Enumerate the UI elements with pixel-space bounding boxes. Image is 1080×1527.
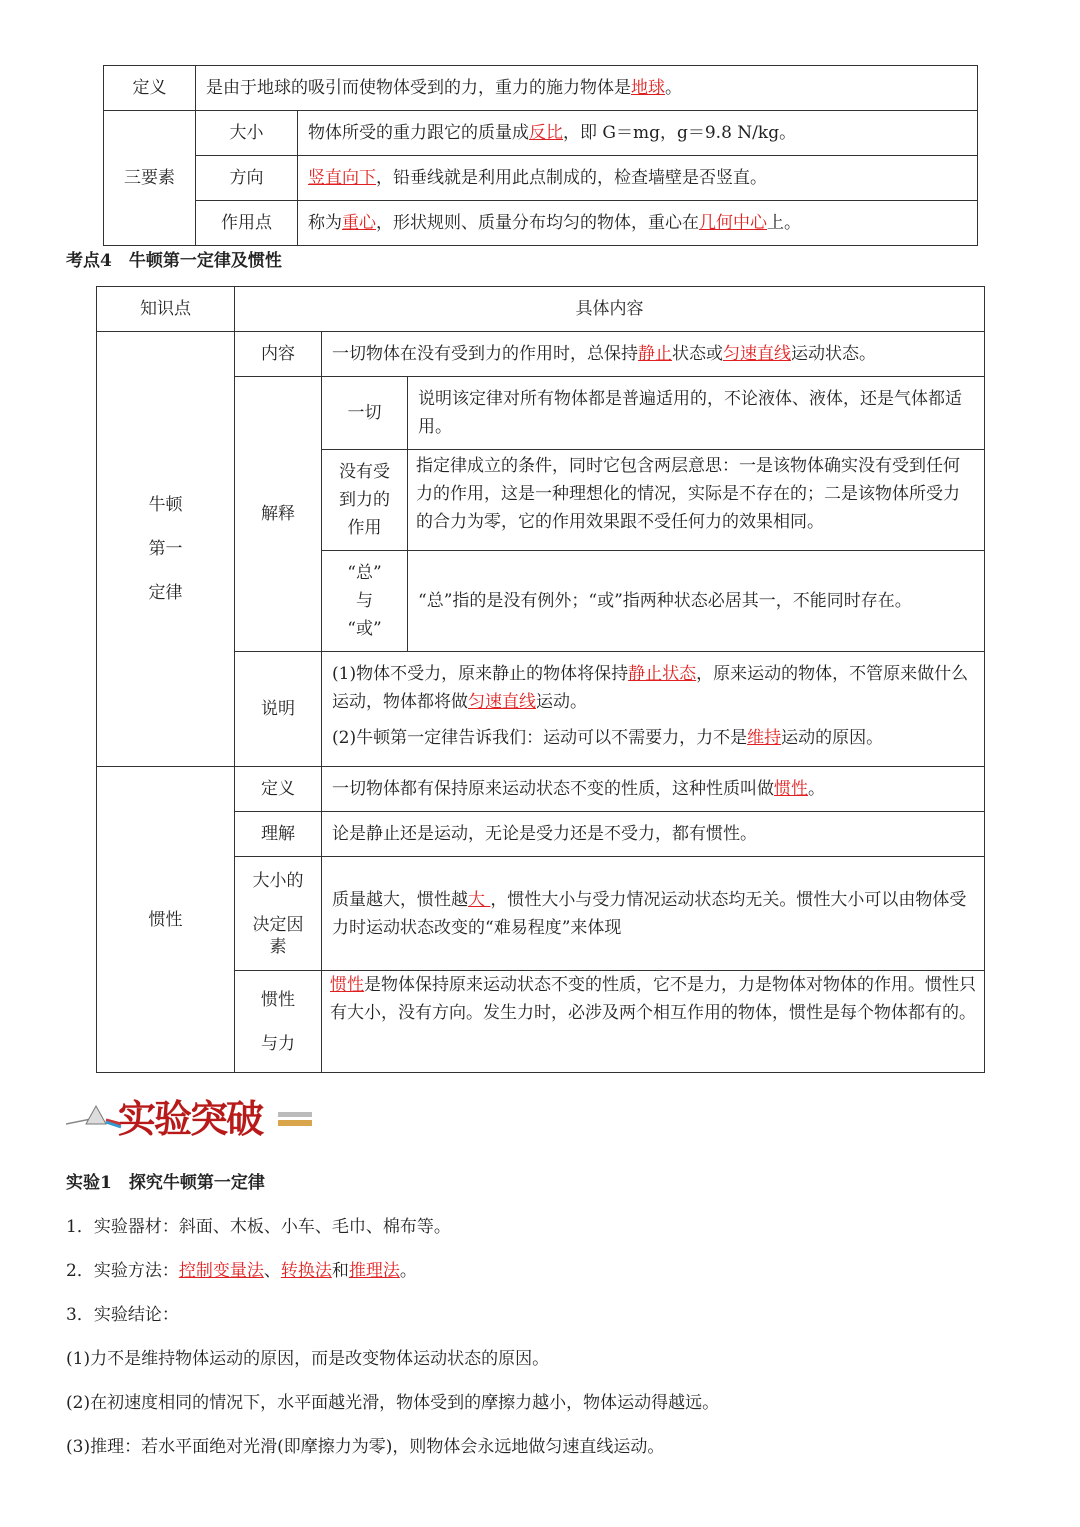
answer-blank: 转换法: [280, 1261, 332, 1281]
text-segment: 质量越大，惯性越: [332, 889, 468, 910]
answer-blank: 地球: [631, 78, 665, 98]
inertia-force-label: 惯性 与力: [235, 971, 322, 1073]
direction-label: 方向: [196, 156, 298, 201]
text-segment: (1)力不是维持物体运动的原因，而是改变物体运动状态的原因。: [66, 1349, 550, 1369]
text-segment: 上。: [767, 213, 801, 233]
text-segment: 。: [808, 779, 825, 799]
text-segment: 是由于地球的吸引而使物体受到的力，重力的施力物体是: [206, 78, 631, 98]
text-segment: 3．实验结论：: [66, 1305, 179, 1325]
text-segment: 运动的原因。: [781, 728, 884, 748]
exp-line-4: [66, 1344, 549, 1369]
zong-text: [408, 551, 985, 652]
zong-label: “总” 与 “或”: [322, 551, 408, 652]
header-knowledge: 知识点: [97, 287, 235, 332]
answer-blank: 惯性: [330, 975, 364, 995]
text-segment: 状态或: [672, 344, 723, 364]
text-segment: 论是静止还是运动，无论是受力还是不受力，都有惯性。: [332, 824, 757, 844]
size-label: 大小: [196, 111, 298, 156]
def-label: 定义: [104, 66, 196, 111]
point-text: [298, 201, 978, 246]
factor-label: 大小的 决定因 素: [235, 857, 322, 971]
all-label: 一切: [322, 377, 408, 450]
exp-line-1: [66, 1212, 451, 1237]
text-segment: ，铅垂线就是利用此点制成的，检查墙壁是否竖直。: [376, 168, 767, 188]
text-segment: ，惯性大小与受力情况运动状态均无关。惯性大小可以由物体受力时运动状态改变的“难易程度”来体现: [332, 889, 967, 938]
text-segment: 2．实验方法：: [66, 1261, 179, 1281]
answer-blank: 静止: [638, 344, 672, 364]
answer-blank: 反比: [529, 123, 563, 143]
text-segment: 是物体保持原来运动状态不变的性质，它不是力，力是物体对物体的作用。惯性只有大小，没有方向。发生力时，必涉及两个相互作用的物体，惯性是每个物体都有的。: [330, 975, 976, 1023]
experiment-breakthrough-logo: [66, 1078, 316, 1142]
note-label: 说明: [235, 652, 322, 767]
text-segment: (2)牛顿第一定律告诉我们：运动可以不需要力，力不是: [332, 728, 748, 748]
direction-text: [298, 156, 978, 201]
experiment-title: 实验1 探究牛顿第一定律: [66, 1173, 265, 1193]
size-text: [298, 111, 978, 156]
exp-line-2: [66, 1256, 417, 1281]
note-1: [332, 660, 974, 716]
text-segment: 指定律成立的条件，同时它包含两层意思：一是该物体确实没有受到任何力的作用，这是一种理想化的情况，实际是不存在的；二是该物体所受力的合力为零，它的作用效果跟不受任何力的效果相同。: [416, 456, 960, 532]
noforce-text: [408, 450, 985, 551]
def-text: [196, 66, 978, 111]
text-segment: 。: [399, 1261, 417, 1281]
understand-text: [322, 812, 985, 857]
three-elements-label: 三要素: [104, 111, 196, 246]
answer-blank: 重心: [342, 213, 376, 233]
text-segment: 运动。: [536, 692, 587, 712]
understand-label: 理解: [235, 812, 322, 857]
text-segment: 运动状态。: [791, 344, 876, 364]
explain-label: 解释: [235, 377, 322, 652]
note-text: [322, 652, 985, 767]
inertia-force-text: [322, 971, 985, 1073]
text-segment: “总”指的是没有例外；“或”指两种状态必居其一，不能同时存在。: [418, 591, 912, 611]
content-text: [322, 332, 985, 377]
answer-blank: 静止状态: [628, 664, 697, 684]
exp-line-3: [66, 1300, 179, 1325]
text-segment: 、: [263, 1261, 281, 1281]
inertia-label: 惯性: [97, 767, 235, 1073]
answer-blank: 惯性: [774, 779, 808, 799]
text-segment: ，原来运动的物体，不管原来做什么运动，物体都将做: [332, 664, 969, 712]
answer-blank: 大: [468, 889, 491, 910]
exp-line-6: [66, 1432, 664, 1457]
answer-blank: 维持: [747, 728, 782, 748]
text-segment: 。: [665, 78, 682, 98]
section-heading: 考点4 牛顿第一定律及惯性: [66, 251, 282, 271]
note-2: [332, 724, 974, 752]
answer-blank: 匀速直线: [723, 344, 791, 364]
text-segment: 说明该定律对所有物体都是普遍适用的，不论液体、液体，还是气体都适用。: [418, 389, 962, 437]
idef-text: [322, 767, 985, 812]
point-label: 作用点: [196, 201, 298, 246]
answer-blank: 竖直向下: [308, 168, 376, 188]
text-segment: 和: [331, 1261, 349, 1281]
header-content: 具体内容: [235, 287, 985, 332]
text-segment: 物体所受的重力跟它的质量成: [308, 123, 529, 143]
text-segment: 一切物体都有保持原来运动状态不变的性质，这种性质叫做: [332, 779, 774, 799]
text-segment: 1．实验器材：斜面、木板、小车、毛巾、棉布等。: [66, 1217, 451, 1237]
gravity-table: [103, 65, 978, 246]
text-segment: 称为: [308, 213, 342, 233]
idef-label: 定义: [235, 767, 322, 812]
answer-blank: 几何中心: [699, 213, 767, 233]
content-label: 内容: [235, 332, 322, 377]
answer-blank: 控制变量法: [178, 1261, 264, 1281]
noforce-label: 没有受到力的作用: [322, 450, 408, 551]
text-segment: ，形状规则、质量分布均匀的物体，重心在: [376, 213, 699, 233]
text-segment: 一切物体在没有受到力的作用时，总保持: [332, 344, 638, 364]
text-segment: (1)物体不受力，原来静止的物体将保持: [332, 664, 629, 684]
text-segment: (2)在初速度相同的情况下，水平面越光滑，物体受到的摩擦力越小，物体运动得越远。: [66, 1393, 720, 1413]
logo-label: 实验突破: [118, 1097, 263, 1141]
all-text: [408, 377, 985, 450]
newton-law-label: 牛顿 第一 定律: [97, 332, 235, 767]
factor-text: [322, 857, 985, 971]
newton-table: [96, 286, 985, 1073]
exp-line-5: [66, 1388, 719, 1413]
logo-text: [118, 1088, 262, 1143]
answer-blank: 推理法: [348, 1261, 400, 1281]
text-segment: (3)推理：若水平面绝对光滑(即摩擦力为零)，则物体会永远地做匀速直线运动。: [66, 1437, 665, 1457]
answer-blank: 匀速直线: [468, 692, 536, 712]
text-segment: ，即 G＝mg，g＝9.8 N/kg。: [563, 123, 797, 143]
